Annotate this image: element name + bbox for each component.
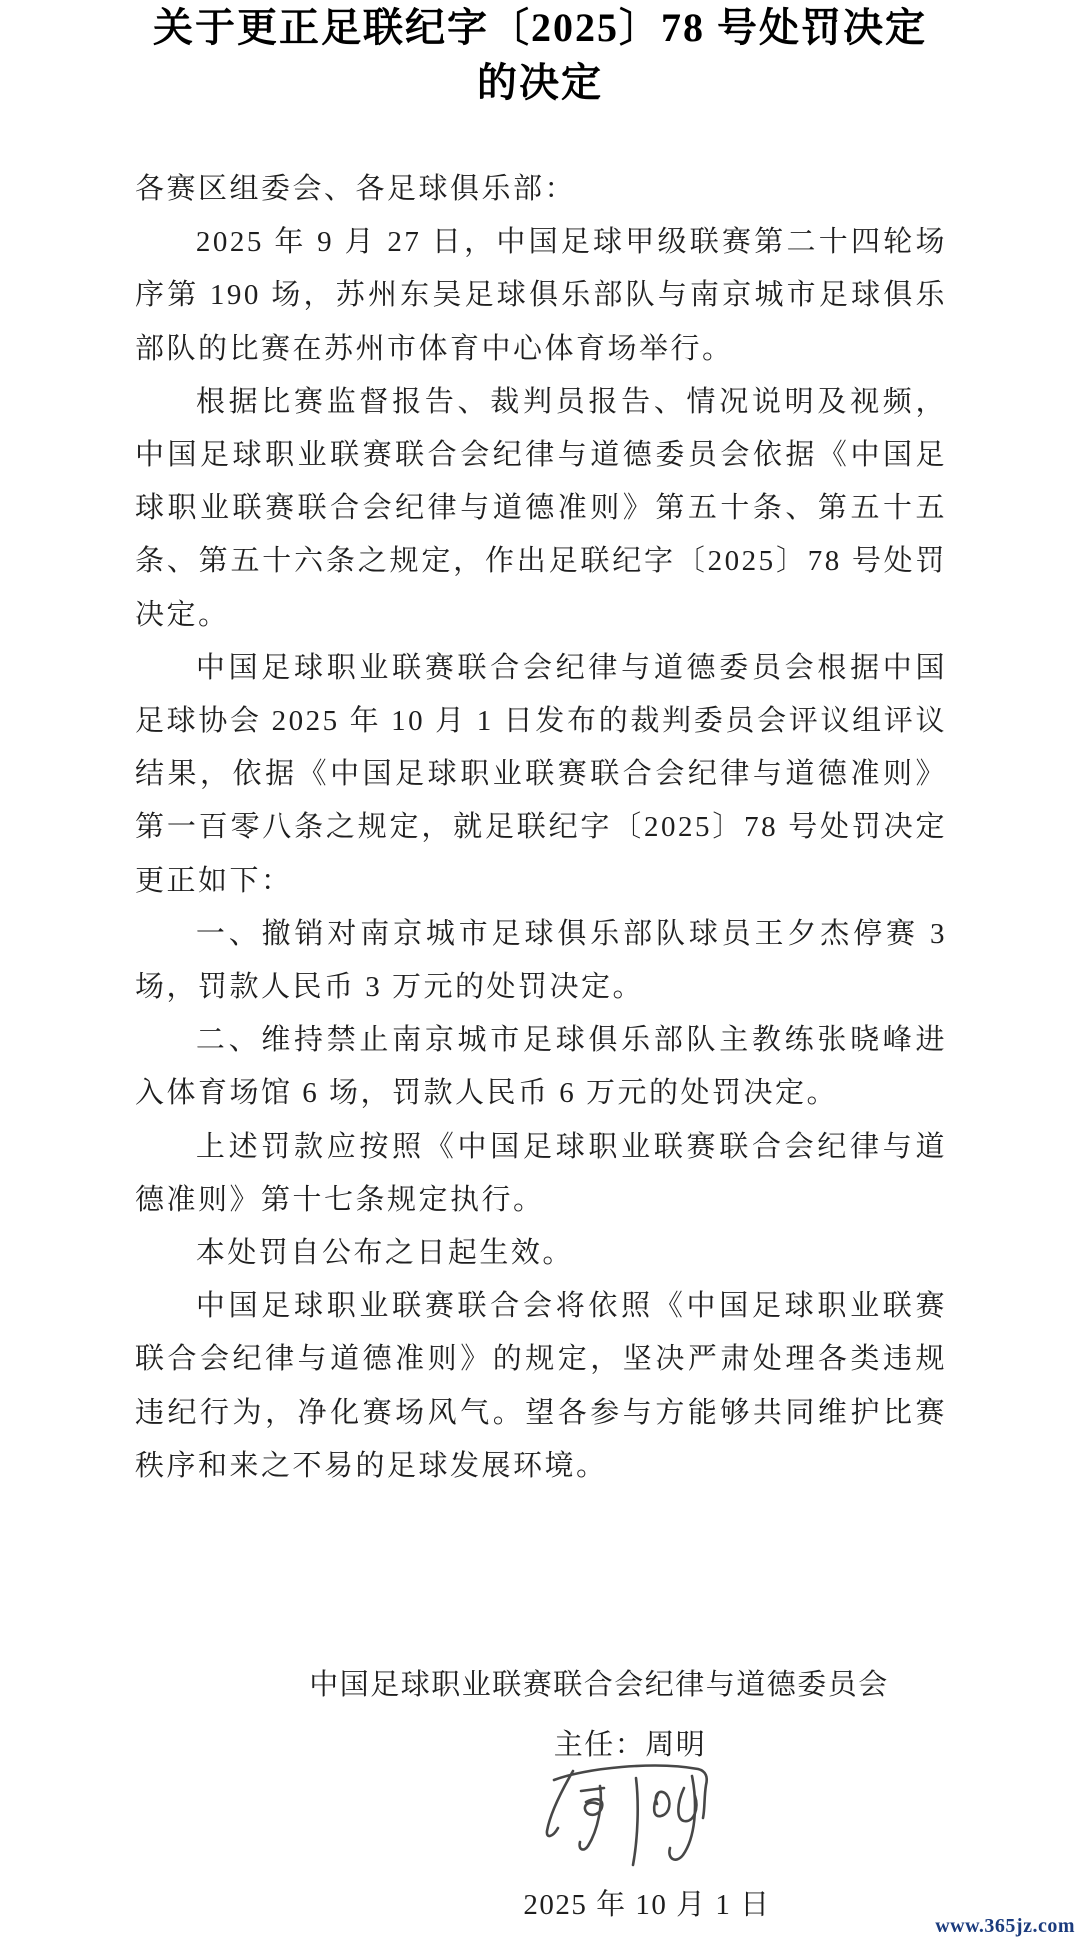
signature-stroke-ming-left-loop: [654, 1792, 669, 1816]
signature-signer: 主任：周明: [553, 1729, 707, 1761]
body-paragraph: 一、撤销对南京城市足球俱乐部队球员王夕杰停赛 3 场，罚款人民币 3 万元的处罚决定。: [135, 917, 947, 1004]
body-paragraph: 2025 年 9 月 27 日，中国足球甲级联赛第二十四轮场序第 190 场，苏州东吴足球俱乐部队与南京城市足球俱乐部队的比赛在苏州市体育中心体育场举行。: [135, 226, 947, 365]
signature-date: 2025 年 10 月 1 日: [523, 1889, 771, 1921]
document-body: [135, 163, 947, 1493]
signature-stroke-top-sweep: [554, 1766, 707, 1818]
body-paragraph: 二、维持禁止南京城市足球俱乐部队主教练张晓峰进入体育场馆 6 场，罚款人民币 6 万元的处罚决定。: [135, 1024, 947, 1110]
body-paragraph: 上述罚款应按照《中国足球职业联赛联合会纪律与道德准则》第十七条规定执行。: [135, 1130, 947, 1216]
salutation: 各赛区组委会、各足球俱乐部：: [135, 173, 577, 205]
paragraph-list: [135, 216, 947, 1493]
watermark-url: www.365jz.com: [935, 1915, 1075, 1937]
document-title-line-1: 关于更正足联纪字〔2025〕78 号处罚决定: [153, 5, 927, 50]
signature-stroke-left-swash: [547, 1771, 573, 1836]
signature-stroke-center-vertical: [633, 1778, 638, 1865]
document-title: [70, 0, 1010, 110]
body-paragraph: 中国足球职业联赛联合会纪律与道德委员会根据中国足球协会 2025 年 10 月 1 日发布的裁判委员会评议组评议结果，依据《中国足球职业联赛联合会纪律与道德准则》第一百零八条之规定，就足联纪字〔2025〕78 号处罚决定更正如下：: [135, 651, 947, 897]
document-title-line-2: 的决定: [477, 60, 603, 105]
body-paragraph: 根据比赛监督报告、裁判员报告、情况说明及视频，中国足球职业联赛联合会纪律与道德委员会依据《中国足球职业联赛联合会纪律与道德准则》第五十条、第五十五条、第五十六条之规定，作出足联纪字〔2025〕78 号处罚决定。: [135, 385, 947, 631]
body-paragraph: 中国足球职业联赛联合会将依照《中国足球职业联赛联合会纪律与道德准则》的规定，坚决严肃处理各类违规违纪行为，净化赛场风气。望各参与方能够共同维护比赛秩序和来之不易的足球发展环境。: [135, 1290, 947, 1482]
body-paragraph: 本处罚自公布之日起生效。: [195, 1237, 574, 1270]
signature-stroke-middle-descender: [580, 1786, 601, 1849]
handwritten-signature: [540, 1758, 715, 1880]
signature-organization: 中国足球职业联赛联合会纪律与道德委员会: [309, 1669, 889, 1701]
